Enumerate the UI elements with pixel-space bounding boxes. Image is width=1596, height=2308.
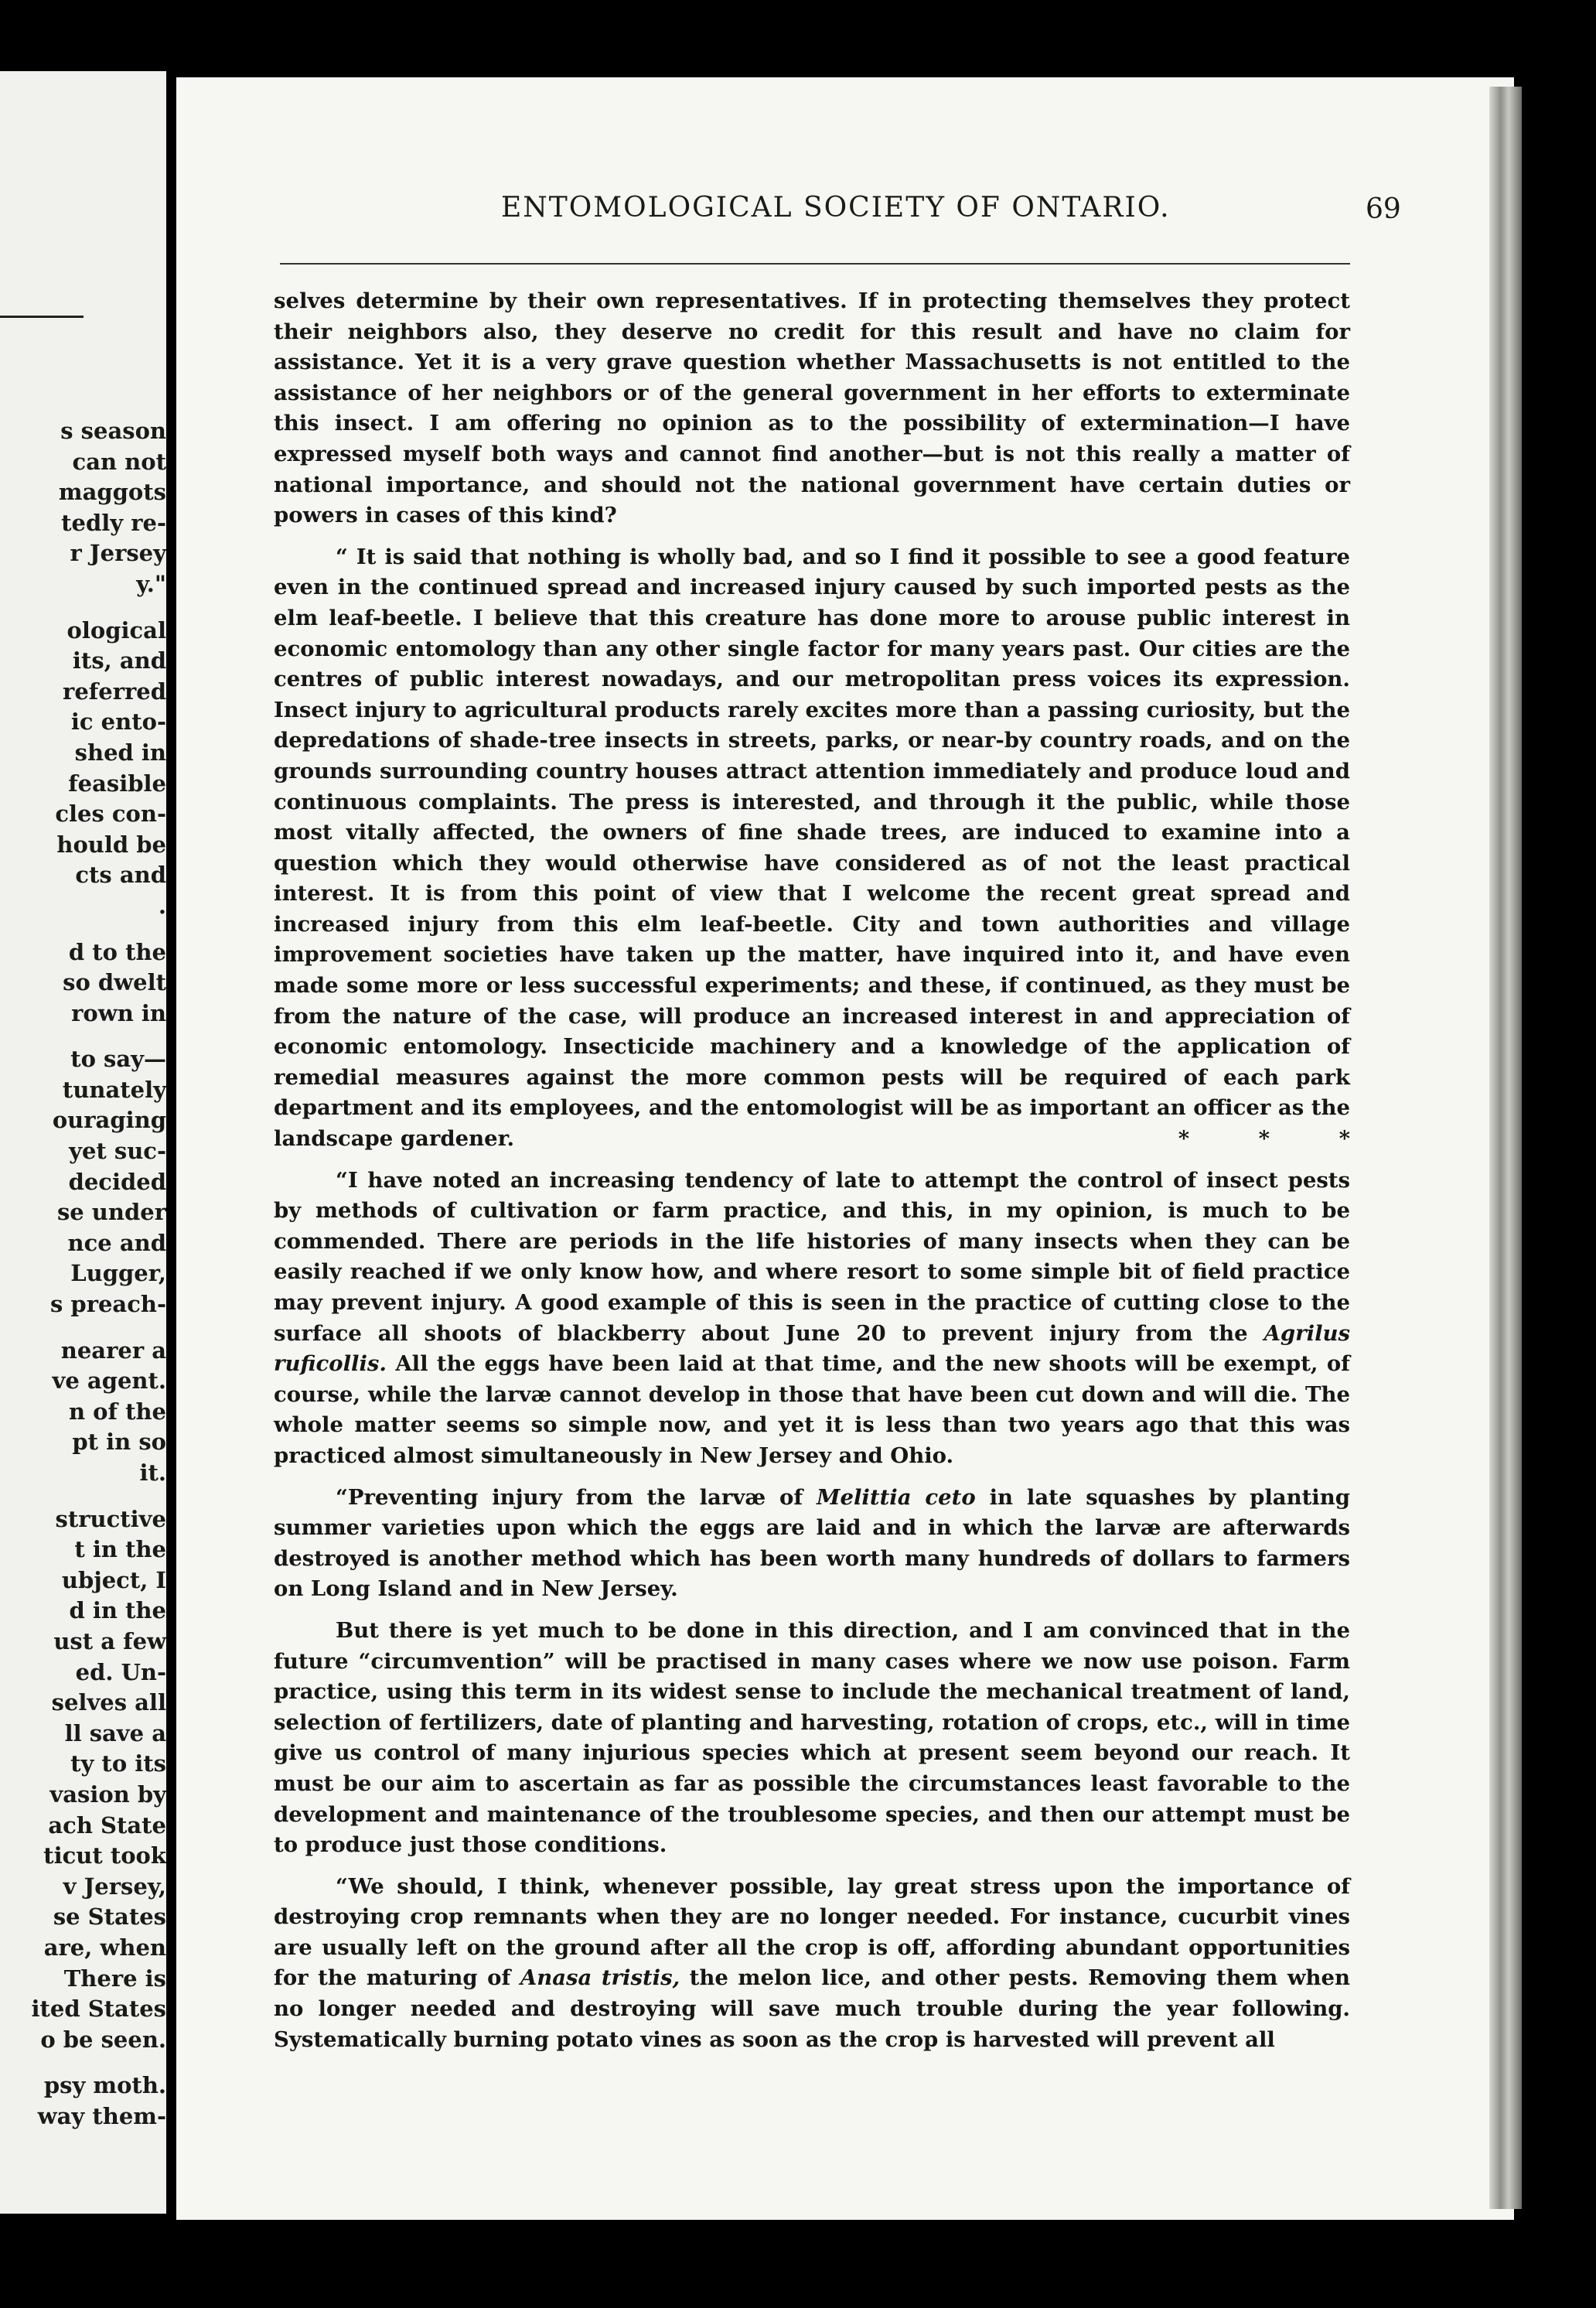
- previous-page-line: v Jersey,: [63, 1873, 166, 1900]
- previous-page-line: y.": [136, 570, 166, 597]
- previous-page-line: ll save a: [64, 1719, 166, 1746]
- paragraph: [274, 542, 1381, 1155]
- previous-page-line: referred: [63, 678, 166, 705]
- previous-page-line: to say—: [70, 1046, 166, 1073]
- previous-page-line: ty to its: [70, 1750, 166, 1777]
- previous-page-line: tunately: [62, 1076, 166, 1103]
- previous-page-line: nce and: [67, 1229, 166, 1256]
- text-run: “Preventing injury from the larvæ of: [336, 1484, 817, 1510]
- previous-page-line: ubject, I: [61, 1566, 166, 1593]
- text-run: selves determine by their own representatives. If in protecting themselves they protect their neighbors also, they deserve no credit for this result and have no claim for assistance. Yet it is a very grave question whether Massachusetts is not entitled to the assistance of her neighbors or of the general government in her efforts to exterminate this insect. I am offering no opinion as to the possibility of extermination—I have expressed myself both ways and cannot find another—but is not this really a matter of national importance, and should not the national government have certain duties or powers in cases of this kind?: [274, 288, 1350, 528]
- previous-page-rule: [0, 316, 84, 318]
- text-run: the melon lice, and other pests. Removing them when no longer needed and destroying will save much trouble during the year following. Systematically burning potato vines as soon as the crop is harvested will prevent all: [274, 1965, 1350, 2052]
- previous-page-line: n of the: [68, 1398, 166, 1425]
- previous-page-line: feasible: [68, 770, 166, 797]
- previous-page-line: ited States: [31, 1996, 166, 2023]
- previous-page-line: can not: [72, 448, 166, 475]
- paragraph: [274, 1483, 1350, 1605]
- previous-page-line: There is: [63, 1965, 166, 1992]
- page-edge: [1489, 87, 1522, 2209]
- paragraph: [274, 1616, 1350, 1861]
- paragraph: [274, 286, 1350, 531]
- previous-page-line: so dwelt: [63, 969, 166, 996]
- previous-page-line: se under: [56, 1199, 166, 1226]
- page-number: 69: [1366, 193, 1401, 225]
- previous-page-line: d in the: [69, 1597, 166, 1624]
- previous-page-line: ve agent.: [52, 1367, 166, 1395]
- previous-page-line: tedly re-: [61, 509, 166, 536]
- previous-page-line: its, and: [72, 647, 166, 674]
- previous-page-line: nearer a: [60, 1337, 166, 1364]
- previous-page-line: o be seen.: [40, 2026, 166, 2053]
- previous-page-line: se States: [53, 1903, 166, 1931]
- previous-page-line: cles con-: [55, 801, 166, 828]
- previous-page-line: way them-: [37, 2102, 166, 2129]
- running-title: ENTOMOLOGICAL SOCIETY OF ONTARIO.: [501, 192, 1171, 224]
- previous-page-line: vasion by: [49, 1781, 166, 1808]
- previous-page-line: ological: [66, 616, 166, 644]
- text-run: All the eggs have been laid at that time, and the new shoots will be exempt, of course, while the larvæ cannot develop in those that have been cut down and will die. The whole matter seems so simple now, and yet it is less than two years ago that this was practiced almost simultaneously in New Jersey and Ohio.: [274, 1351, 1350, 1468]
- italic-term: Agrilus ruficollis.: [274, 1320, 1350, 1377]
- previous-page-line: maggots: [58, 479, 166, 506]
- previous-page-line: pt in so: [72, 1429, 166, 1456]
- body-text: [274, 286, 1381, 2066]
- previous-page-line: decided: [68, 1168, 166, 1195]
- previous-page-line: ust a few: [53, 1627, 166, 1654]
- paragraph: [274, 1872, 1350, 2056]
- text-run: But there is yet much to be done in this direction, and I am convinced that in the future “circumvention” will be practised in many cases where we now use poison. Farm practice, using this term in its widest sense to include the mechanical treatment of land, selection of fertilizers, date of planting and harvesting, rotation of crops, etc., will in time give us control of many injurious species which at present seem beyond our reach. It must be our aim to ascertain as far as possible the circumstances least favorable to the development and maintenance of the troublesome species, and then our attempt must be to produce just those conditions.: [274, 1617, 1350, 1858]
- previous-page-line: t in the: [74, 1536, 166, 1563]
- previous-page-line: selves all: [51, 1689, 166, 1716]
- previous-page-line: it.: [139, 1460, 166, 1486]
- text-run: “I have noted an increasing tendency of late to attempt the control of insect pests by methods of cultivation or farm practice, and this, in my opinion, is much to be commended. There are periods in the life histories of many insects when they can be easily reached if we only know how, and where resort to some simple bit of field practice may prevent injury. A good example of this is seen in the practice of cutting close to the surface all shoots of blackberry about June 20 to prevent injury from the: [274, 1167, 1350, 1346]
- previous-page-line: cts and: [75, 862, 166, 889]
- previous-page-line: r Jersey: [70, 540, 166, 567]
- text-run: in late squashes by planting summer varieties upon which the eggs are laid and in which the larvæ are afterwards destroyed is another method which has been worth many hundreds of dollars to farmers on Long Island and in New Jersey.: [274, 1484, 1350, 1602]
- previous-page-line: Lugger,: [70, 1260, 166, 1287]
- previous-page-line: s preach-: [50, 1291, 166, 1318]
- previous-page-line: structive: [55, 1505, 166, 1532]
- previous-page-line: yet suc-: [69, 1138, 166, 1165]
- previous-page-line: .: [158, 892, 166, 919]
- previous-page-line: rown in: [71, 999, 166, 1026]
- running-head: [176, 192, 1514, 238]
- previous-page-line: ed. Un-: [75, 1658, 166, 1685]
- previous-page-text: [0, 416, 166, 2132]
- previous-page-line: hould be: [56, 831, 166, 858]
- previous-page-line: ouraging: [52, 1107, 166, 1134]
- previous-page-line: ach State: [48, 1811, 166, 1839]
- header-rule: [280, 263, 1350, 265]
- previous-page-line: shed in: [74, 739, 166, 766]
- previous-page-line: psy moth.: [43, 2072, 166, 2099]
- page: [176, 77, 1514, 2220]
- text-run: “ It is said that nothing is wholly bad, and so I find it possible to see a good feature even in the continued spread and increased injury caused by such imported pests as the elm leaf-beetle. I believe that this creature has done more to arouse public interest in economic entomology than any other single factor for many years past. Our cities are the centres of public interest nowadays, and our metropolitan press voices its expression. Insect injury to agricultural products rarely excites more than a passing curiosity, but the depredations of shade-tree insects in streets, parks, or near-by country roads, and on the grounds surrounding country houses attract attention immediately and produce loud and continuous complaints. The press is interested, and through it the public, while those most vitally affected, the owners of fine shade trees, are induced to examine into a question which they would otherwise have considered as of not the least practical interest. It is from this point of view that I welcome the recent great spread and increased injury from this elm leaf-beetle. City and town authorities and village improvement societies have taken up the matter, have inquired into it, and have even made some more or less successful experiments; and these, if continued, as they must be from the nature of the case, will produce an increased interest in and appreciation of economic entomology. Insecticide machinery and a knowledge of the application of remedial measures against the more common pests will be required of each park department and its employees, and the entomologist will be as important an officer as the landscape gardener.: [274, 544, 1350, 1152]
- text-run: “We should, I think, whenever possible, lay great stress upon the importance of destroying crop remnants when they are no longer needed. For instance, cucurbit vines are usually left on the ground after all the crop is off, affording abundant opportunities for the maturing of: [274, 1873, 1350, 1991]
- previous-page-line: s season: [60, 418, 166, 444]
- previous-page-line: d to the: [68, 938, 166, 965]
- italic-term: Melittia ceto: [817, 1484, 976, 1510]
- previous-page-line: ic ento-: [70, 708, 166, 736]
- previous-page-edge: [0, 71, 166, 2214]
- italic-term: Anasa tristis,: [520, 1965, 680, 1991]
- paragraph: [274, 1166, 1350, 1472]
- previous-page-line: ticut took: [43, 1842, 166, 1869]
- previous-page-line: are, when: [43, 1934, 166, 1961]
- ellipsis-stars: * * *: [1178, 1126, 1381, 1152]
